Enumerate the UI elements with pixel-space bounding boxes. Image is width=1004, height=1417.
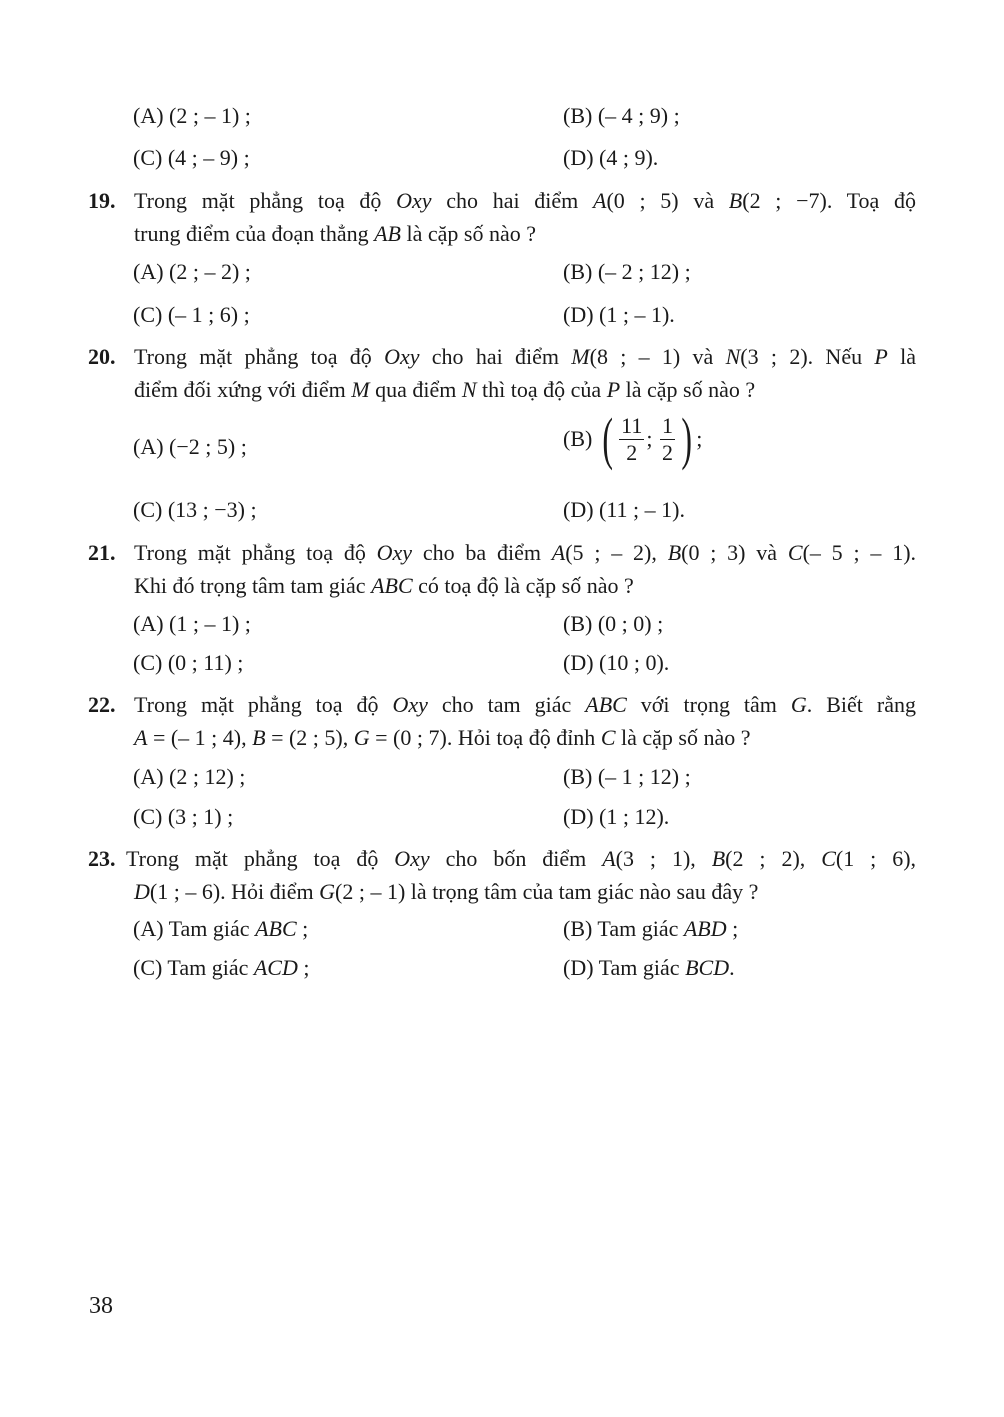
question-number: 20. — [88, 344, 116, 369]
prev-options-row-1 — [133, 103, 933, 133]
option-a: (A) (1 ; – 1) ; — [133, 611, 251, 636]
text: (8 ; – 1) và — [589, 344, 726, 369]
question-20-options-row-2 — [133, 497, 933, 527]
text: = (2 ; 5), — [265, 725, 354, 750]
text: ; — [726, 916, 739, 941]
text: (0 ; 5) và — [606, 188, 729, 213]
math-var: C — [821, 846, 836, 871]
text: . Biết rằng — [806, 692, 916, 717]
question-19-line-1 — [88, 184, 916, 217]
text: (5 ; – 2), — [565, 540, 668, 565]
numerator: 11 — [621, 412, 643, 438]
math-var: P — [606, 377, 621, 402]
text: (C) Tam giác — [133, 955, 254, 980]
text: Trong mặt phẳng toạ độ — [126, 846, 395, 871]
text: điểm đối xứng với điểm — [134, 377, 352, 402]
close-paren: ) — [681, 406, 692, 471]
question-23-options-row-2 — [133, 955, 933, 985]
math-var: M — [571, 344, 590, 369]
option-label: (B) — [563, 426, 593, 451]
text: là cặp số nào ? — [620, 377, 756, 402]
fraction-1-over-2 — [660, 413, 675, 466]
text: (0 ; 3) và — [681, 540, 788, 565]
option-a: (A) (−2 ; 5) ; — [133, 434, 247, 459]
text: trung điểm của đoạn thẳng — [134, 221, 375, 246]
math-oxy: Oxy — [396, 188, 432, 213]
question-20 — [88, 340, 916, 406]
math-var: B — [711, 846, 726, 871]
option-b — [563, 406, 703, 471]
text: Trong mặt phẳng toạ độ — [134, 692, 393, 717]
text: (2 ; – 1) là trọng tâm của tam giác nào sau đây ? — [335, 879, 759, 904]
question-22-line-1 — [88, 688, 916, 721]
text: (– 5 ; – 1). — [802, 540, 917, 565]
option-a: (A) (2 ; 12) ; — [133, 764, 246, 789]
text: là — [887, 344, 916, 369]
text: là cặp số nào ? — [615, 725, 751, 750]
option-b: (B) (– 1 ; 12) ; — [563, 764, 691, 789]
question-number: 19. — [88, 188, 116, 213]
math-oxy: Oxy — [384, 344, 420, 369]
text: ; — [296, 916, 309, 941]
math-var: ABD — [683, 916, 727, 941]
text: thì toạ độ của — [476, 377, 607, 402]
question-21-options-row-1 — [133, 611, 933, 641]
option-a: (A) (2 ; – 2) ; — [133, 259, 251, 284]
question-23-options-row-1 — [133, 916, 933, 946]
option-a — [133, 916, 308, 942]
text: (2 ; −7). Toạ độ — [742, 188, 916, 213]
math-var: ABC — [585, 692, 627, 717]
question-20-line-2 — [88, 373, 916, 406]
question-21-options-row-2 — [133, 650, 933, 680]
math-var: A — [593, 188, 607, 213]
option-b-fraction-pair — [563, 406, 703, 471]
denominator: 2 — [661, 439, 673, 465]
prev-option-d: (D) (4 ; 9). — [563, 145, 659, 170]
question-22-options-row-2 — [133, 804, 933, 834]
text: cho bốn điểm — [429, 846, 603, 871]
math-var: M — [351, 377, 370, 402]
option-c: (C) (13 ; −3) ; — [133, 497, 257, 522]
question-22 — [88, 688, 916, 754]
text: qua điểm — [369, 377, 462, 402]
option-d: (D) (11 ; – 1). — [563, 497, 685, 522]
text: cho hai điểm — [431, 188, 593, 213]
open-paren: ( — [602, 406, 613, 471]
math-var: A — [602, 846, 616, 871]
math-var: G — [319, 879, 336, 904]
math-var: N — [461, 377, 477, 402]
math-oxy: Oxy — [392, 692, 428, 717]
math-var: G — [353, 725, 370, 750]
question-21 — [88, 536, 916, 602]
text: = (0 ; 7). Hỏi toạ độ đỉnh — [369, 725, 601, 750]
text: (3 ; 2). Nếu — [740, 344, 875, 369]
text: (1 ; 6), — [835, 846, 917, 871]
question-23-line-2 — [88, 875, 916, 908]
question-20-options-row-1 — [133, 406, 933, 471]
question-23-line-1 — [88, 842, 916, 875]
separator: ; — [646, 426, 653, 451]
option-d: (D) (1 ; 12). — [563, 804, 670, 829]
question-19 — [88, 184, 916, 250]
question-21-line-1 — [88, 536, 916, 569]
math-var: D — [134, 879, 150, 904]
denominator: 2 — [626, 439, 638, 465]
text: (A) Tam giác — [133, 916, 256, 941]
text: có toạ độ là cặp số nào ? — [412, 573, 634, 598]
math-var: G — [790, 692, 807, 717]
question-19-line-2 — [88, 217, 916, 250]
math-var: BCD — [685, 955, 730, 980]
text: Trong mặt phẳng toạ độ — [134, 188, 397, 213]
option-c: (C) (3 ; 1) ; — [133, 804, 234, 829]
question-19-options-row-1 — [133, 259, 933, 289]
question-19-options-row-2 — [133, 302, 933, 332]
text: ; — [696, 426, 703, 451]
text: cho tam giác — [427, 692, 586, 717]
math-var: A — [551, 540, 566, 565]
option-d — [563, 955, 735, 981]
text: (2 ; 2), — [725, 846, 822, 871]
prev-option-a: (A) (2 ; – 1) ; — [133, 103, 251, 128]
question-22-line-2 — [88, 721, 916, 754]
page-number: 38 — [89, 1293, 113, 1319]
fraction-11-over-2 — [619, 413, 644, 466]
question-20-line-1 — [88, 340, 916, 373]
math-oxy: Oxy — [376, 540, 413, 565]
question-number: 21. — [88, 540, 116, 565]
math-var: ABC — [371, 573, 413, 598]
prev-options-row-2 — [133, 145, 933, 175]
math-var: ACD — [253, 955, 298, 980]
option-c: (C) (0 ; 11) ; — [133, 650, 244, 675]
option-b: (B) (0 ; 0) ; — [563, 611, 664, 636]
text: Trong mặt phẳng toạ độ — [134, 540, 377, 565]
prev-option-b: (B) (– 4 ; 9) ; — [563, 103, 680, 128]
math-var: A — [134, 725, 148, 750]
option-d: (D) (1 ; – 1). — [563, 302, 675, 327]
math-var: ABC — [255, 916, 297, 941]
question-21-line-2 — [88, 569, 916, 602]
text: = (– 1 ; 4), — [147, 725, 253, 750]
prev-option-c: (C) (4 ; – 9) ; — [133, 145, 250, 170]
math-var: B — [728, 188, 743, 213]
math-var: P — [874, 344, 888, 369]
math-oxy: Oxy — [394, 846, 430, 871]
numerator: 1 — [661, 412, 673, 438]
math-var: B — [667, 540, 682, 565]
text: Khi đó trọng tâm tam giác — [134, 573, 372, 598]
option-d: (D) (10 ; 0). — [563, 650, 670, 675]
math-var: C — [787, 540, 803, 565]
question-number: 23. — [88, 846, 116, 871]
text: (D) Tam giác — [563, 955, 686, 980]
text: ; — [297, 955, 310, 980]
text: (3 ; 1), — [615, 846, 712, 871]
text: với trọng tâm — [626, 692, 791, 717]
text: (1 ; – 6). Hỏi điểm — [149, 879, 320, 904]
text: . — [729, 955, 735, 980]
text: Trong mặt phẳng toạ độ — [134, 344, 385, 369]
math-var: N — [725, 344, 741, 369]
option-c — [133, 955, 309, 981]
question-22-options-row-1 — [133, 764, 933, 794]
math-var: B — [252, 725, 266, 750]
option-c: (C) (– 1 ; 6) ; — [133, 302, 250, 327]
text: là cặp số nào ? — [401, 221, 536, 246]
question-number: 22. — [88, 692, 116, 717]
question-23 — [88, 842, 916, 908]
option-b: (B) (– 2 ; 12) ; — [563, 259, 691, 284]
text: (B) Tam giác — [563, 916, 684, 941]
text: cho ba điểm — [412, 540, 552, 565]
text: cho hai điểm — [419, 344, 572, 369]
option-b — [563, 916, 738, 942]
math-var: C — [600, 725, 616, 750]
math-var: AB — [374, 221, 401, 246]
